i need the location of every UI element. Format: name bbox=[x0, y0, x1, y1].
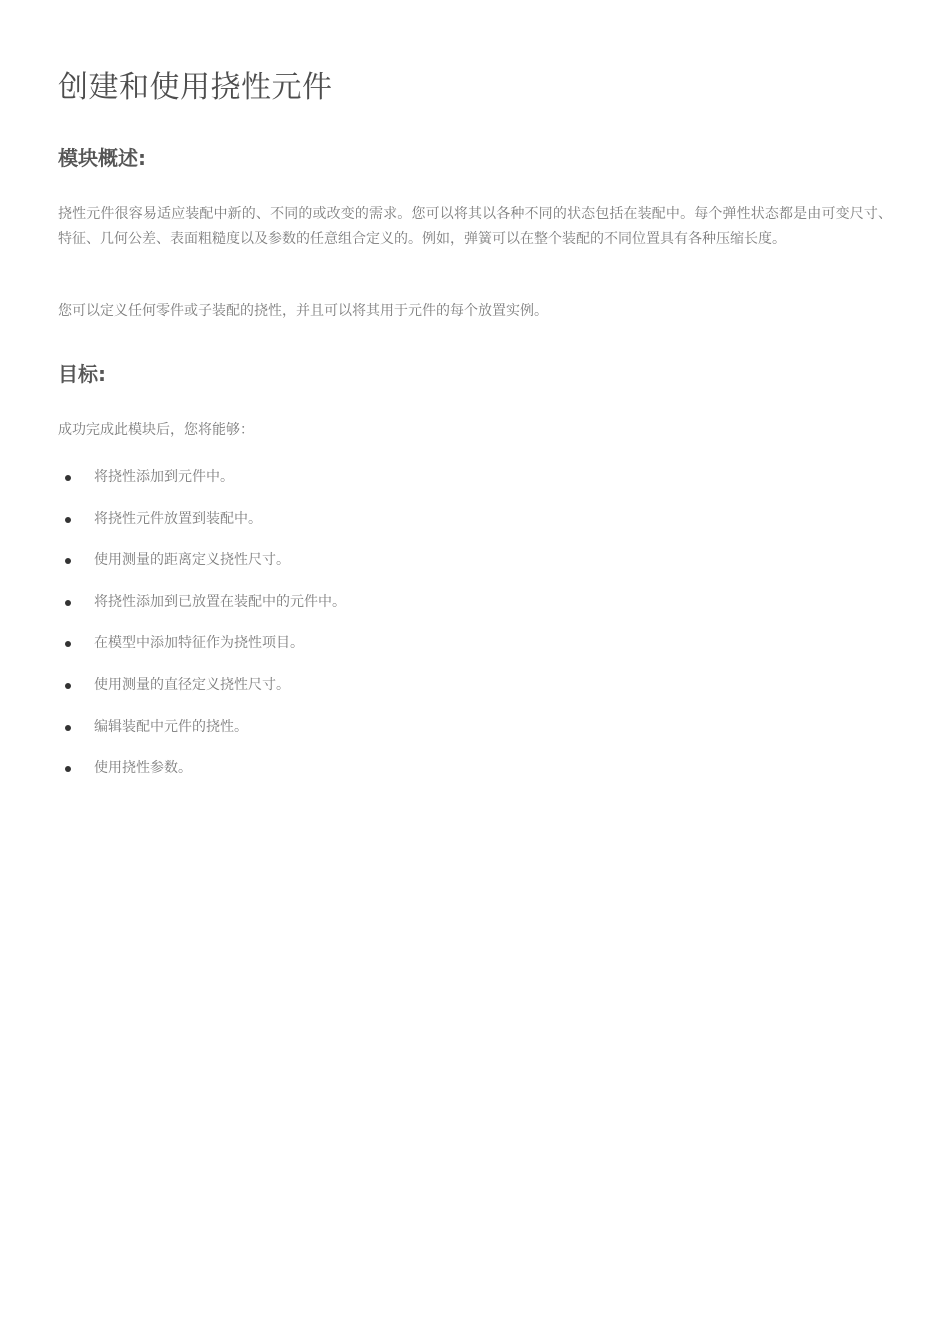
goals-intro: 成功完成此模块后，您将能够： bbox=[58, 422, 254, 438]
goal-item bbox=[58, 715, 892, 757]
bullet-icon bbox=[65, 475, 71, 481]
goal-item-text: 将挠性添加到元件中。 bbox=[94, 469, 234, 485]
goal-item-text: 将挠性元件放置到装配中。 bbox=[94, 510, 262, 527]
bullet-icon bbox=[65, 766, 71, 772]
goal-item bbox=[58, 507, 892, 549]
bullet-icon bbox=[65, 600, 71, 606]
goal-item-text: 使用测量的直径定义挠性尺寸。 bbox=[94, 676, 290, 693]
goal-item-text: 在模型中添加特征作为挠性项目。 bbox=[94, 635, 304, 652]
bullet-icon bbox=[65, 725, 71, 731]
bullet-icon bbox=[65, 641, 71, 647]
goal-item bbox=[58, 756, 892, 798]
goals-list bbox=[58, 465, 892, 798]
bullet-icon bbox=[65, 558, 71, 564]
overview-paragraph-2: 您可以定义任何零件或子装配的挠性，并且可以将其用于元件的每个放置实例。 bbox=[58, 303, 548, 319]
overview-heading: 模块概述: bbox=[58, 146, 146, 170]
bullet-icon bbox=[65, 517, 71, 523]
bullet-icon bbox=[65, 683, 71, 689]
goals-heading: 目标: bbox=[58, 362, 106, 386]
goal-item-text: 使用测量的距离定义挠性尺寸。 bbox=[94, 552, 290, 569]
goal-item bbox=[58, 548, 892, 590]
overview-paragraph-1: 挠性元件很容易适应装配中新的、不同的或改变的需求。您可以将其以各种不同的状态包括在装配中。每个弹性状态都是由可变尺寸、特征、几何公差、表面粗糙度以及参数的任意组合定义的。例如，弹簧可以在整个装配的不同位置具有各种压缩长度。 bbox=[58, 206, 892, 247]
goal-item bbox=[58, 590, 892, 632]
goal-item-text: 将挠性添加到已放置在装配中的元件中。 bbox=[94, 593, 346, 610]
goal-item-text: 编辑装配中元件的挠性。 bbox=[94, 718, 248, 735]
page-title: 创建和使用挠性元件 bbox=[58, 70, 333, 105]
goal-item bbox=[58, 465, 892, 507]
goal-item bbox=[58, 631, 892, 673]
goal-item-text: 使用挠性参数。 bbox=[94, 760, 192, 777]
goal-item bbox=[58, 673, 892, 715]
